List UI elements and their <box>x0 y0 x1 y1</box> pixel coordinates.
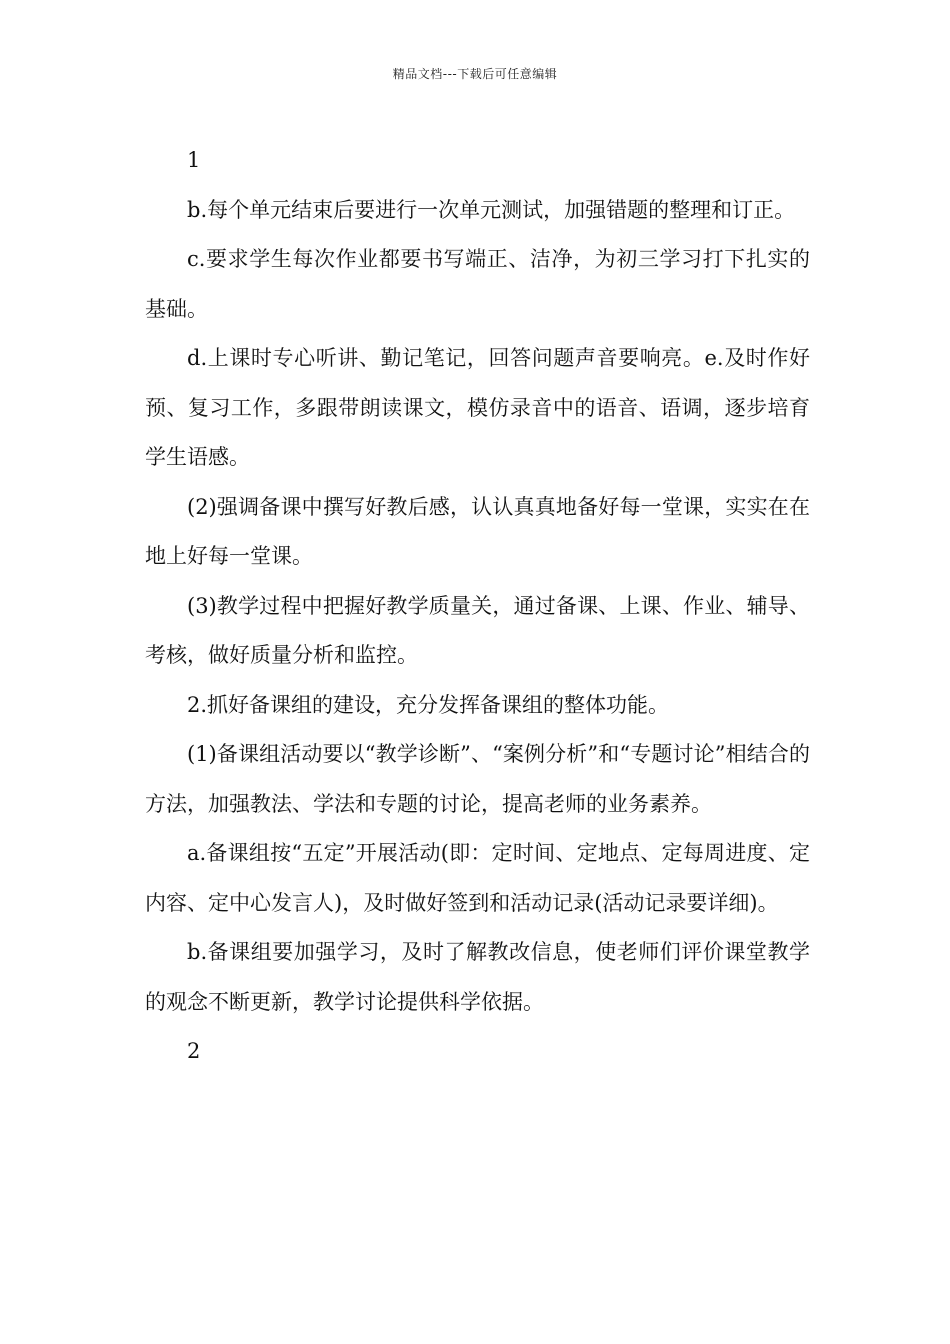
paragraph-b-unit-test: b.每个单元结束后要进行一次单元测试，加强错题的整理和订正。 <box>187 197 796 222</box>
paragraph-2-reflection: (2)强调备课中撰写好教后感，认认真真地备好每一堂课，实实在在地上好每一堂课。 <box>145 494 810 568</box>
paragraph-3-quality-control: (3)教学过程中把握好教学质量关，通过备课、上课、作业、辅导、考核，做好质量分析和监控。 <box>145 593 810 667</box>
paragraph-a-five-fixed: a.备课组按“五定”开展活动(即：定时间、定地点、定每周进度、定内容、定中心发言人)，及时做好签到和活动记录(活动记录要详细)。 <box>145 841 810 915</box>
page-header: 精品文档---下载后可任意编辑 <box>392 67 558 81</box>
paragraph-b-group-study: b.备课组要加强学习，及时了解教改信息，使老师们评价课堂教学的观念不断更新，教学讨论提供科学依据。 <box>145 940 810 1014</box>
document-body <box>145 136 810 1077</box>
paragraph-c-homework: c.要求学生每次作业都要书写端正、洁净，为初三学习打下扎实的基础。 <box>145 247 810 321</box>
paragraph-1-group-activity: (1)备课组活动要以“教学诊断”、“案例分析”和“专题讨论”相结合的方法，加强教法、学法和专题的讨论，提高老师的业务素养。 <box>145 742 810 816</box>
paragraph-section-2-heading: 2.抓好备课组的建设，充分发挥备课组的整体功能。 <box>187 692 670 717</box>
page-number-2: 2 <box>187 1039 201 1063</box>
page-number-1: 1 <box>187 148 201 172</box>
paragraph-d-e-class-habits: d.上课时专心听讲、勤记笔记，回答问题声音要响亮。e.及时作好预、复习工作，多跟带朗读课文，模仿录音中的语音、语调，逐步培育学生语感。 <box>145 346 810 469</box>
